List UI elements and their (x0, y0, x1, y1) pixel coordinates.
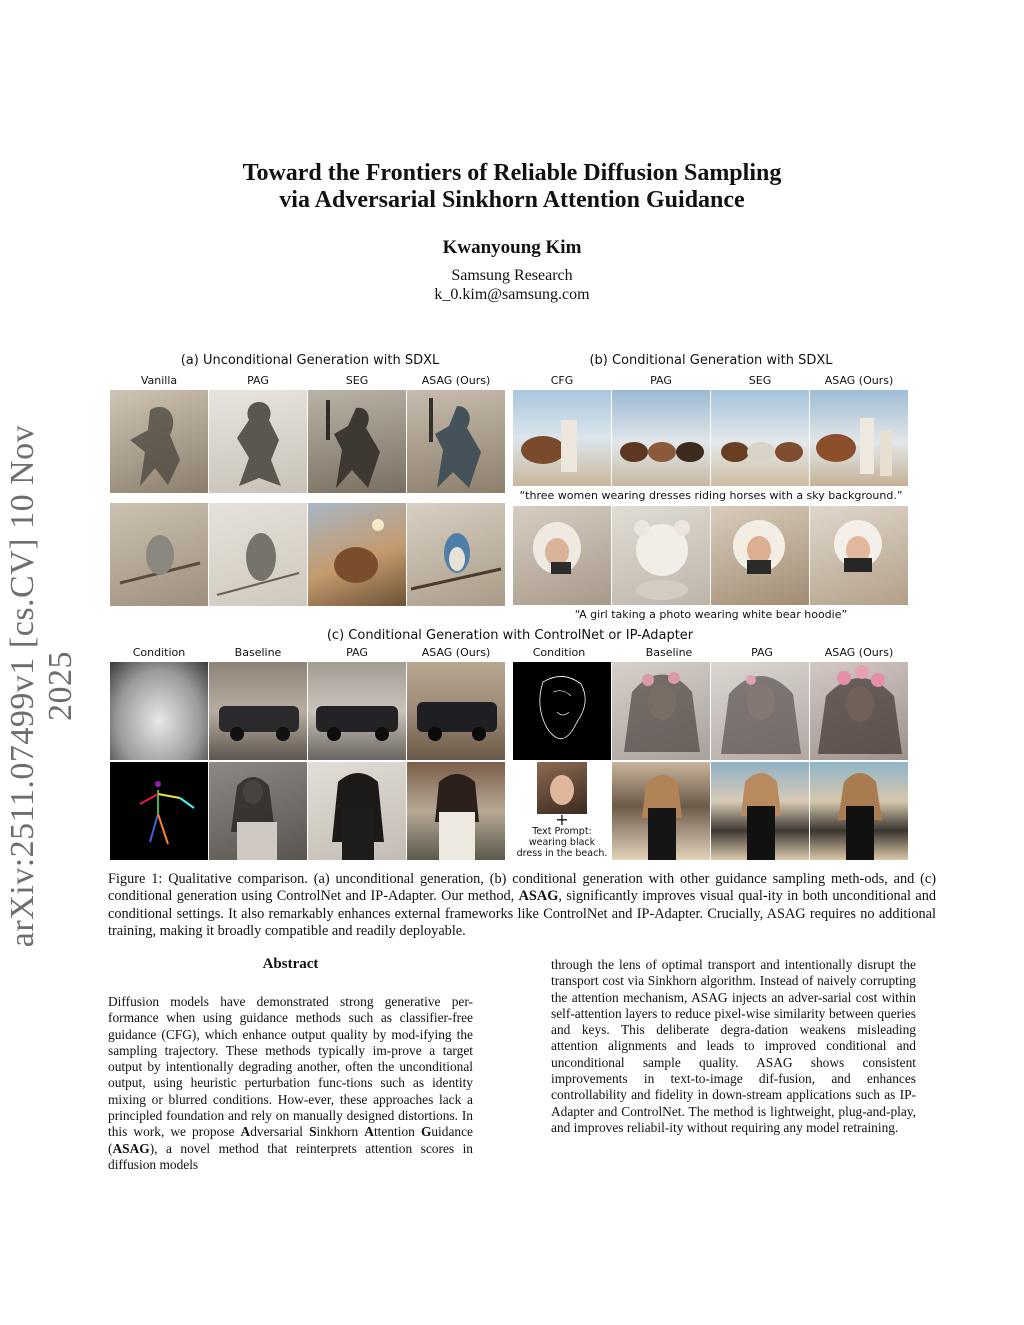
image-statue-pag (209, 390, 307, 493)
abstract-text-s-rest: inkhorn (316, 1124, 365, 1140)
image-edge-condition (513, 662, 611, 760)
image-statue-seg (308, 390, 406, 493)
abstract-bold-acronym: ASAG (112, 1140, 150, 1156)
panel-c-left-col-asag: ASAG (Ours) (421, 646, 491, 659)
text-prompt-line-2: wearing black (528, 837, 596, 848)
panel-b-col-seg: SEG (748, 374, 772, 387)
plus-sign: + (555, 810, 569, 829)
text-prompt-line-3: dress in the beach. (516, 848, 608, 859)
caption-part-1: Figure 1: Qualitative comparison. (a) unconditional generation, (b) conditional generation with other guidance sampling meth-ods, and (c) conditional generation using ControlNet and IP-Adapter. Our method, (108, 871, 936, 905)
image-horses-seg (711, 390, 809, 486)
image-girl-hoodie-pag (612, 506, 710, 605)
panel-a-col-asag: ASAG (Ours) (421, 374, 491, 387)
text-prompt-line-1: Text Prompt: (532, 826, 592, 837)
title-line-2: via Adversarial Sinkhorn Attention Guidance (279, 187, 745, 213)
image-woman-pose-asag (407, 762, 505, 860)
image-woman-flowers-asag (810, 662, 908, 760)
image-car-pag (308, 662, 406, 760)
panel-c-left-col-pag: PAG (346, 646, 368, 659)
image-depth-condition (110, 662, 208, 760)
caption-method-name: ASAG (518, 888, 559, 905)
image-car-asag (407, 662, 505, 760)
prompt-girl-hoodie: “A girl taking a photo wearing white bear hoodie” (574, 608, 848, 621)
panel-a-col-vanilla: Vanilla (140, 374, 178, 387)
prompt-horses: “three women wearing dresses riding horses with a sky background.” (519, 489, 903, 502)
abstract-text-1: Diffusion models have demonstrated strong generative per-formance when using guidance methods such as classifier-free guidance (CFG), which enhance output quality by mod-ifying the sampling trajectory. These methods typically im-prove a target output by intentionally degrading another, often the unconditional output, using heuristic perturbation func-tions such as identity mixing or blurred conditions. How-ever, these approaches lack a principled foundation and rely on manually designed distortions. In this work, we propose (108, 994, 473, 1140)
image-woman-pose-baseline (209, 762, 307, 860)
abstract-bold-s: S (309, 1124, 317, 1140)
image-woman-beach-baseline (612, 762, 710, 860)
panel-c-title: (c) Conditional Generation with ControlNet or IP-Adapter (326, 628, 694, 643)
abstract-left-column (108, 994, 473, 1173)
author-name: Kwanyoung Kim (442, 237, 582, 258)
abstract-bold-g: G (420, 1124, 432, 1140)
abstract-bold-att: A (364, 1124, 374, 1140)
image-statue-asag (407, 390, 505, 493)
author-affiliation-block (0, 266, 1024, 304)
panel-a-col-pag: PAG (247, 374, 269, 387)
image-face-reference (537, 762, 587, 814)
text-prompt-label (513, 826, 611, 859)
panel-b-title: (b) Conditional Generation with SDXL (589, 353, 833, 368)
abstract-text-2: ), a novel method that reinterprets attention scores in diffusion models (108, 1140, 473, 1172)
paper-title (0, 160, 1024, 214)
image-car-baseline (209, 662, 307, 760)
panel-a-title: (a) Unconditional Generation with SDXL (180, 353, 440, 368)
image-girl-hoodie-cfg (513, 506, 611, 605)
image-girl-hoodie-asag (810, 506, 908, 605)
image-horses-pag (612, 390, 710, 486)
panel-c-right-col-pag: PAG (751, 646, 773, 659)
image-statue-vanilla (110, 390, 208, 493)
affiliation: Samsung Research (451, 267, 573, 284)
abstract-right-column: through the lens of optimal transport and intentionally disrupt the transport cost via Sinkhorn algorithm. Instead of naively corrupting the attention mechanism, ASAG injects an adver-sarial cost within self-attention layers to reduce pixel-wise similarity between queries and keys. This deliberate degra-dation weakens misleading attention alignments and leads to improved conditional and unconditional sample quality. ASAG shows consistent improvements in text-to-image dif-fusion, and enhances controllability and fidelity in down-stream applications such as IP-Adapter and ControlNet. The method is lightweight, plug-and-play, and improves reliabil-ity without requiring any model retraining. (551, 957, 916, 1135)
panel-c-left-col-condition: Condition (132, 646, 186, 659)
panel-c-right-col-baseline: Baseline (645, 646, 693, 659)
image-woman-flowers-pag (711, 662, 809, 760)
panel-b-col-asag: ASAG (Ours) (824, 374, 894, 387)
panel-b-col-pag: PAG (650, 374, 672, 387)
image-woman-flowers-baseline (612, 662, 710, 760)
image-woman-pose-pag (308, 762, 406, 860)
panel-c-right-col-condition: Condition (532, 646, 586, 659)
title-line-1: Toward the Frontiers of Reliable Diffusion Sampling (242, 160, 782, 186)
image-bird-pag (209, 503, 307, 606)
panel-c-right-col-asag: ASAG (Ours) (824, 646, 894, 659)
image-girl-hoodie-seg (711, 506, 809, 605)
image-woman-beach-asag (810, 762, 908, 860)
caption-part-2: , significantly improves visual qual-ity in both unconditional and conditional settings. It also remarkably enhances external frameworks like ControlNet and IP-Adapter. Crucially, ASAG requires no additional training, making it broadly compatible and readily deployable. (108, 888, 937, 940)
arxiv-identifier: arXiv:2511.07499v1 [cs.CV] 10 Nov 2025 (4, 424, 79, 948)
panel-a-col-seg: SEG (345, 374, 369, 387)
image-horses-asag (810, 390, 908, 486)
figure-caption (108, 871, 936, 941)
abstract-text-a-rest: dversarial (250, 1124, 310, 1140)
author-email: k_0.kim@samsung.com (434, 286, 590, 303)
abstract-text-g-rest: uidance ( (108, 1124, 473, 1156)
panel-b-col-cfg: CFG (550, 374, 574, 387)
abstract-heading: Abstract (262, 956, 319, 972)
abstract-bold-a: A (240, 1124, 251, 1140)
image-bird-vanilla (110, 503, 208, 606)
abstract-text-att-rest: ttention (373, 1124, 421, 1140)
image-bird-seg (308, 503, 406, 606)
image-pose-condition (110, 762, 208, 860)
panel-c-left-col-baseline: Baseline (234, 646, 282, 659)
image-woman-beach-pag (711, 762, 809, 860)
image-bird-asag (407, 503, 505, 606)
image-horses-cfg (513, 390, 611, 486)
